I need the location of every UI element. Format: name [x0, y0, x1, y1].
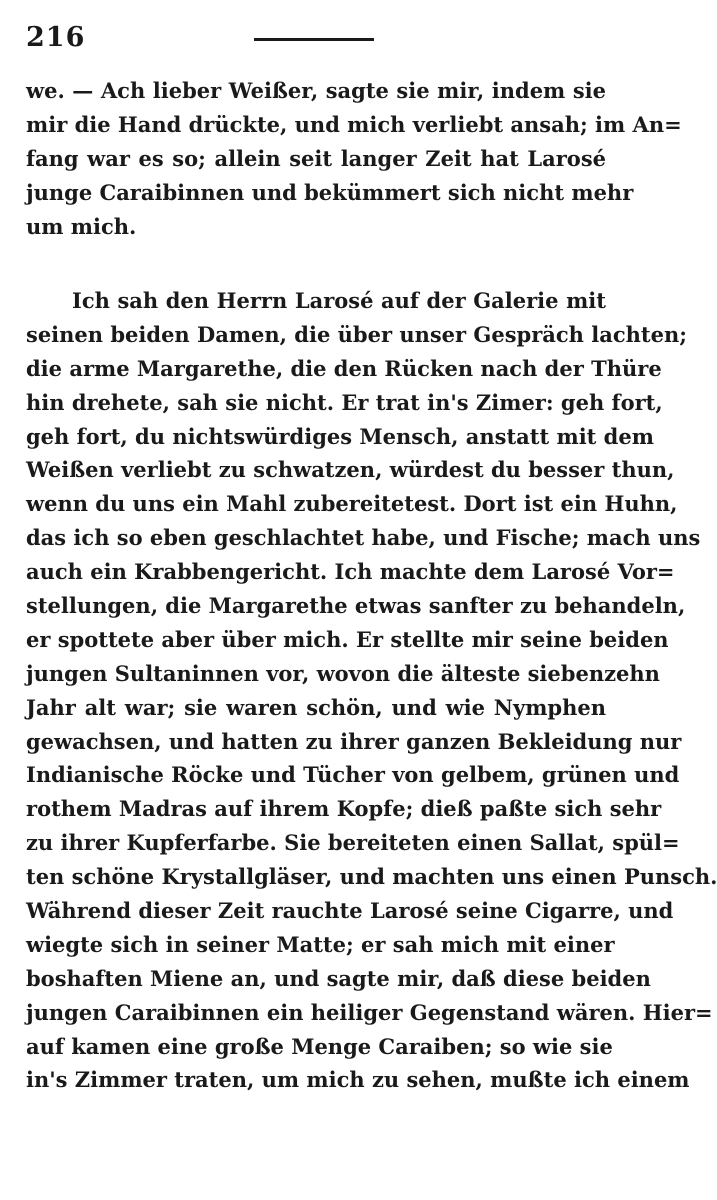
text-line: seinen beiden Damen, die über unser Gespräch lachten;: [26, 321, 687, 347]
paragraph: [26, 284, 717, 1097]
text-line: jungen Caraibinnen ein heiliger Gegenstand wären. Hier=: [26, 999, 713, 1025]
text-line: er spottete aber über mich. Er stellte mir seine beiden: [26, 626, 669, 652]
text-line: in's Zimmer traten, um mich zu sehen, mußte ich einem: [26, 1067, 690, 1093]
paragraph-continued: [26, 74, 682, 243]
text-line: gewachsen, und hatten zu ihrer ganzen Bekleidung nur: [26, 728, 682, 754]
text-line: auch ein Krabbengericht. Ich machte dem Larosé Vor=: [26, 559, 675, 585]
text-line: Weißen verliebt zu schwatzen, würdest du besser thun,: [26, 457, 675, 483]
text-line: junge Caraibinnen und bekümmert sich nicht mehr: [26, 179, 634, 205]
text-line: zu ihrer Kupferfarbe. Sie bereiteten einen Sallat, spül=: [26, 830, 680, 856]
text-line: mir die Hand drückte, und mich verliebt ansah; im An=: [26, 111, 682, 137]
page-header: [26, 22, 610, 62]
text-line: Jahr alt war; sie waren schön, und wie Nymphen: [26, 694, 606, 720]
text-line: boshaften Miene an, und sagte mir, daß diese beiden: [26, 965, 651, 991]
text-line: hin drehete, sah sie nicht. Er trat in's Zimer: geh fort,: [26, 389, 663, 415]
text-line: die arme Margarethe, die den Rücken nach der Thüre: [26, 355, 662, 381]
text-line: auf kamen eine große Menge Caraiben; so wie sie: [26, 1033, 613, 1059]
text-line: Ich sah den Herrn Larosé auf der Galerie mit: [72, 288, 606, 313]
text-line: wenn du uns ein Mahl zubereitetest. Dort ist ein Huhn,: [26, 491, 678, 517]
page-number: 216: [26, 22, 86, 53]
text-line: rothem Madras auf ihrem Kopfe; dieß paßte sich sehr: [26, 796, 662, 822]
text-line: stellungen, die Margarethe etwas sanfter zu behandeln,: [26, 593, 686, 619]
text-line: fang war es so; allein seit langer Zeit hat Larosé: [26, 145, 606, 171]
text-line: Während dieser Zeit rauchte Larosé seine Cigarre, und: [26, 898, 674, 924]
text-line: ten schöne Krystallgläser, und machten uns einen Punsch.: [26, 864, 717, 890]
text-line: Indianische Röcke und Tücher von gelbem, grünen und: [26, 762, 680, 788]
text-line: we. — Ach lieber Weißer, sagte sie mir, indem sie: [26, 78, 606, 103]
text-line: jungen Sultaninnen vor, wovon die älteste siebenzehn: [26, 660, 660, 686]
text-line: wiegte sich in seiner Matte; er sah mich mit einer: [26, 931, 615, 957]
text-line: das ich so eben geschlachtet habe, und Fische; mach uns: [26, 525, 701, 551]
text-line: geh fort, du nichtswürdiges Mensch, anstatt mit dem: [26, 423, 654, 449]
header-rule: [254, 38, 374, 41]
text-line: um mich.: [26, 213, 137, 239]
